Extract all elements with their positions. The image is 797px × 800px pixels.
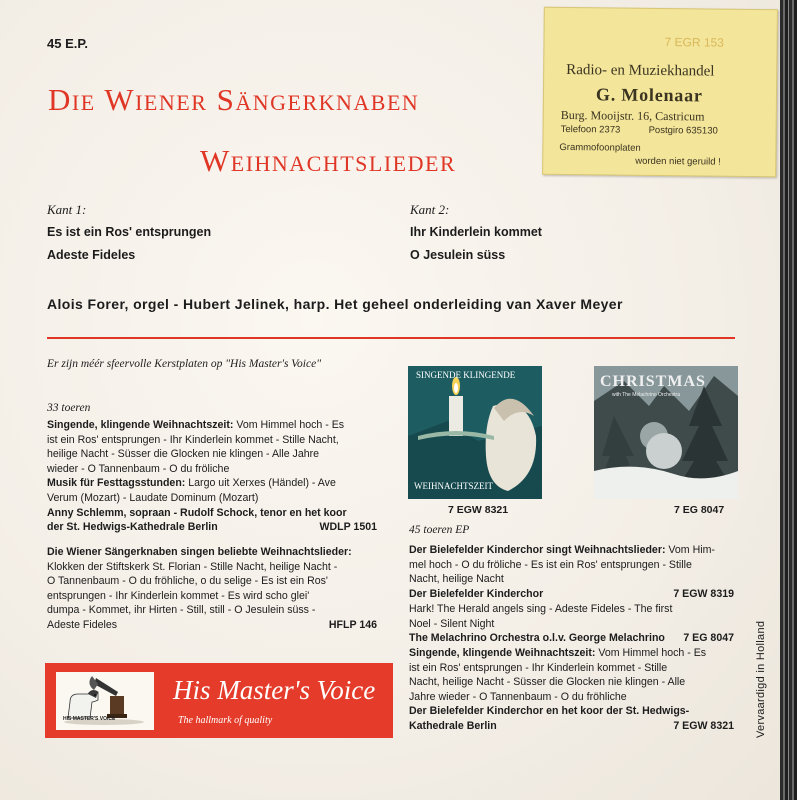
album-cover-christmas xyxy=(594,366,738,499)
side-1-track-1: Es ist ein Ros' entsprungen xyxy=(47,225,212,239)
side-2-label: Kant 2: xyxy=(410,202,450,217)
cover2-title: CHRISTMAS xyxy=(600,373,706,390)
sticker-shop-type: Radio- en Muziekhandel xyxy=(566,62,715,80)
catalog-entry: Der Bielefelder Kinderchor singt Weihnachtslieder: Vom Him- mel hoch - O du fröliche - Es ist ein Ros' entsprungen - Stille Nacht, heilige Nacht Der Bielefelder Kinderchor 7 EGW 8319 xyxy=(409,544,734,600)
catalog-entry: Singende, klingende Weihnachtszeit: Vom Himmel hoch - Es ist ein Ros' entsprungen - Ihr Kinderlein kommet - Stille Nacht, heilige Nacht - Süsser die Glocken nie klingen - Alle Jahre wieder - O Tannenbaum - O du fröhliche Der Bielefelder Kinderchor en het koor der St. Hedwigs- Kathedrale Berlin 7 EGW 8321 xyxy=(409,647,734,732)
catalog-number: HFLP 146 xyxy=(328,618,377,631)
side-1-track-2: Adeste Fideles xyxy=(47,248,136,262)
side-2-track-2: O Jesulein süss xyxy=(410,248,506,262)
album-title: Weihnachtslieder xyxy=(200,143,457,178)
more-records-intro: Er zijn méér sfeervolle Kerstplaten op "His Master's Voice" xyxy=(47,358,322,370)
catalog-entry: Hark! The Herald angels sing - Adeste Fideles - The first Noel - Silent Night The Melachrino Orchestra o.l.v. George Melachrino 7 EG 8047 xyxy=(409,603,734,645)
sticker-phone: Telefoon 2373 xyxy=(560,123,621,136)
sticker-note-1: Grammofoonplaten xyxy=(559,141,641,154)
cover-art-snowy-trees xyxy=(594,366,738,499)
section-45-heading: 45 toeren EP xyxy=(409,524,470,536)
red-divider xyxy=(47,337,735,339)
album-artist-title: Die Wiener Sängerknaben xyxy=(48,82,420,117)
sticker-shop-name: G. Molenaar xyxy=(595,84,703,106)
section-33-heading: 33 toeren xyxy=(47,402,91,414)
catalog-number: 7 EGW 8321 xyxy=(673,719,734,732)
catalog-number: 7 EGW 8319 xyxy=(673,587,734,600)
cover1-title: SINGENDE KLINGENDE xyxy=(416,370,516,380)
cover1-catalog-number: 7 EGW 8321 xyxy=(448,504,509,516)
hmv-small-text: HIS MASTER'S VOICE xyxy=(63,716,116,722)
catalog-number: WDLP 1501 xyxy=(319,521,377,534)
catalog-entry: Die Wiener Sängerknaben singen beliebte Weihnachtslieder: Klokken der Stiftskerk St. Florian - Stille Nacht, heilige Nacht - O Tannenbaum - O du fröhliche, o du selige - Es ist ein Ros' entsprungen - Ihr Kinderlein kommet - Es wird scho glei' dumpa - Kommet, ihr Hirten - Still, still - O Jesulein süss - Adeste Fideles HFLP 146 xyxy=(47,546,377,631)
catalog-number: 7 EG 8047 xyxy=(683,632,734,645)
album-cover-singende-klingende xyxy=(408,366,542,499)
shop-sticker xyxy=(542,7,778,177)
format-label: 45 E.P. xyxy=(47,36,88,51)
cover2-catalog-number: 7 EG 8047 xyxy=(674,504,725,516)
sticker-stock-code: 7 EGR 153 xyxy=(664,35,724,50)
sticker-postgiro: Postgiro 635130 xyxy=(648,124,718,137)
side-1-label: Kant 1: xyxy=(47,202,87,217)
performer-credits: Alois Forer, orgel - Hubert Jelinek, harp. Het geheel onderleiding van Xaver Meyer xyxy=(47,296,623,312)
his-masters-voice-logo xyxy=(45,663,393,738)
made-in-label: Vervaardigd in Holland xyxy=(755,620,767,738)
catalog-entry: Singende, klingende Weihnachtszeit: Vom Himmel hoch - Es ist ein Ros' entsprungen - Ihr Kinderlein kommet - Stille Nacht, heilige Nacht - Süsser die Glocken nie klingen - Alle Jahre wieder - O Tannenbaum - O du fröliche Musik für Festtagsstunden: Largo uit Xerxes (Händel) - Ave Verum (Mozart) - Laudate Dominum (Mozart) Anny Schlemm, sopraan - Rudolf Schock, tenor en het koor der St. Hedwigs-Kathedrale Berlin WDLP 1501 xyxy=(47,419,377,534)
cover1-subtitle: WEIHNACHTSZEIT xyxy=(414,481,493,491)
cover-art-candle xyxy=(408,366,542,499)
sticker-note-2: worden niet geruild ! xyxy=(635,155,721,168)
side-2-track-1: Ihr Kinderlein kommet xyxy=(410,225,542,239)
cover2-subtitle: with The Melachrino Orchestra xyxy=(612,392,680,398)
brand-name: His Master's Voice xyxy=(173,675,376,705)
brand-tagline: The hallmark of quality xyxy=(178,715,273,726)
sleeve-edge xyxy=(780,0,797,800)
sticker-address: Burg. Mooijstr. 16, Castricum xyxy=(560,107,705,124)
